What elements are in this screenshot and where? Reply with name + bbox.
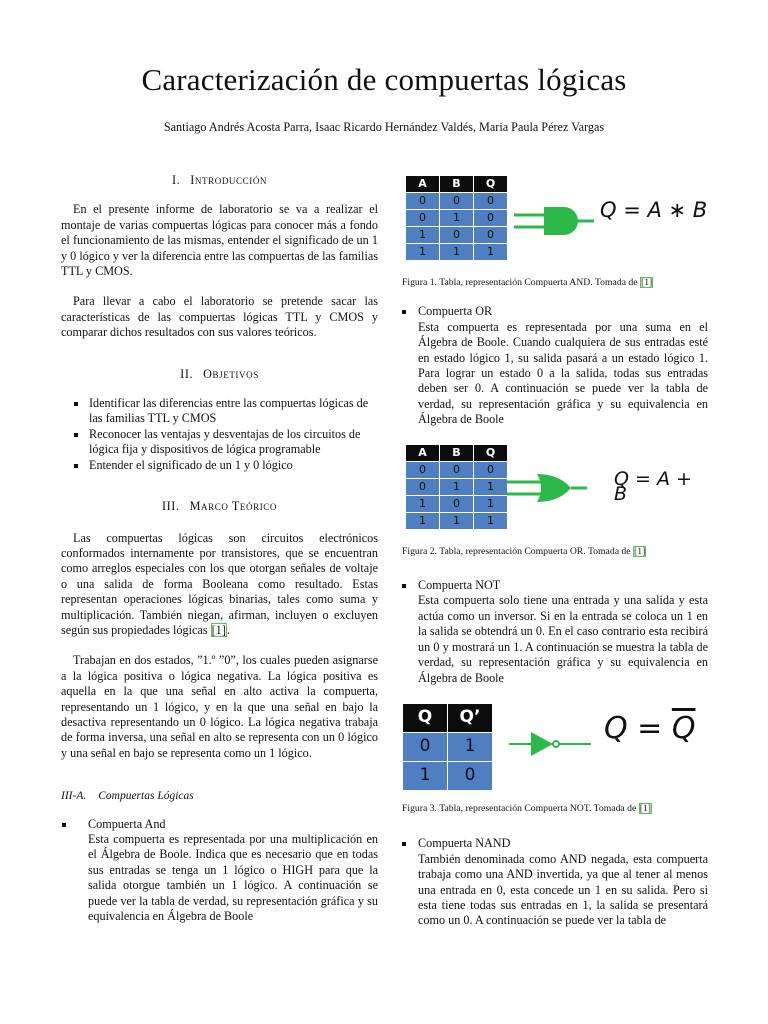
citation-link[interactable]: [1] (211, 622, 226, 637)
or-equation: Q = A + B (614, 467, 692, 506)
authors: Santiago Andrés Acosta Parra, Isaac Ricardo Hernández Valdés, Maria Paula Pérez Vargas (163, 120, 605, 134)
figure-1-caption: Figura 1. Tabla, representación Compuerta AND. Tomada de [1] (402, 277, 653, 288)
figure-and (402, 175, 708, 265)
list-item: Reconocer las ventajas y desventajas de los circuitos de lógica fija y dispositivos de lógica programable (89, 427, 378, 458)
intro-paragraph-2: Para llevar a cabo el laboratorio se pretende sacar las características de las compuertas lógicas TTL y CMOS y comparar dichos resultados con sus valores teóricos. (61, 294, 378, 340)
objectives-list (61, 396, 378, 473)
bullet-icon (402, 310, 406, 314)
figure-not (402, 703, 708, 789)
marco-paragraph-2: Trabajan en dos estados, ”1.º ”0”, los cuales pueden asignarse a la lógica positiva o lógica negativa. La lógica positiva es aquella en la que una señal en alto activa la compuerta, representando un 1 lógico, y en la que una señal en bajo la desactiva representando un 0 lógico. La lógica negativa trabaja de forma inversa, una señal en alto se representa con un 0 lógico y una señal en bajo se representa como un 1 lógico. (61, 653, 378, 760)
or-gate-icon (507, 470, 587, 506)
section-heading-intro: I. Introducción (171, 173, 268, 187)
not-gate-item (402, 578, 708, 686)
nand-gate-text: También denominada como AND negada, esta compuerta trabaja como una AND invertida, ya que al tener al menos una entrada en 0, esta concede un 1 en su salida. Pero si esta tiene todas sus entradas en 1, la salida se presentará como un 0. A continuación se puede ver la tabla de (418, 851, 708, 928)
and-gate-item (61, 817, 378, 925)
paper-title: Caracterización de compuertas lógicas (141, 62, 627, 97)
section-heading-objetivos: II. Objetivos (180, 366, 259, 381)
and-equation: Q = A ∗ B (600, 198, 708, 222)
and-gate-title: Compuerta And (88, 816, 166, 831)
bullet-icon (402, 584, 406, 588)
or-gate-text: Esta compuerta es representada por una suma en el Álgebra de Boole. Cuando cualquiera de sus entradas esté en estado lógico 1, su salida pasará a un estado lógico 1. Para lograr un estado 0 a la salida, todas sus entradas deben ser 0. A continuación se puede ver la tabla de verdad, su representación gráfica y su equivalencia en Álgebra de Boole (418, 319, 708, 427)
marco-paragraph-1: Las compuertas lógicas son circuitos electrónicos conformados internamente por transistores, que se encuentran como arreglos especiales con los que otorgan señales de voltaje o una salida de forma Booleana como resultado. Estas representan operaciones lógicas binarias, tales como suma y multiplicación. También niegan, afirman, incluyen o excluyen según sus propiedades lógicas [1]. (61, 530, 378, 637)
and-gate-text: Esta compuerta es representada por una multiplicación en el Álgebra de Boole. Indica que es necesario que en todas sus entradas se tenga un 1 lógico o HIGH para que la salida otorgue también un 1 lógico. A continuación se puede ver la tabla de verdad, su representación gráfica y su equivalencia en Álgebra de Boole (88, 832, 378, 924)
and-gate-icon (514, 203, 594, 239)
subsection-heading: III-A. Compuertas Lógicas (61, 790, 194, 803)
list-item: Identificar las diferencias entre las compuertas lógicas de las familias TTL y CMOS (89, 396, 378, 427)
left-column (61, 168, 378, 924)
right-column (402, 175, 708, 929)
bullet-icon (402, 842, 406, 846)
figure-2-caption: Figura 2. Tabla, representación Compuerta OR. Tomada de [1] (402, 545, 646, 557)
section-heading-marco: III. Marco Teórico (161, 499, 278, 514)
citation-link[interactable]: [1] (640, 277, 653, 288)
not-equation: $Q = \overline{Q}$ (604, 710, 696, 746)
nand-gate-title: Compuerta NAND (418, 836, 511, 851)
bullet-icon (62, 823, 66, 827)
figure-3-caption: Figura 3. Tabla, representación Compuerta NOT. Tomada de [1] (402, 802, 652, 814)
figure-or (402, 444, 708, 534)
not-gate-text: Esta compuerta solo tiene una entrada y una salida y esta actúa como un inversor. Si en la entrada se coloca un 1 en la salida se obtendrá un 0. En el caso contrario esta recibirá un 0 y mostrará un 1. A continuación se muestra la tabla de verdad, su representación gráfica y su equivalencia en Álgebra de Boole (418, 593, 708, 685)
or-gate-item (402, 304, 708, 427)
truth-table-not: Q Q’ 0 1 1 0 (402, 703, 493, 791)
intro-paragraph-1: En el presente informe de laboratorio se va a realizar el montaje de varias compuertas lógicas para conocer más a fondo el funcionamiento de las mismas, entender el significado de un 1 y 0 lógico y ver la diferencia entre las compuertas de las familias TTL y CMOS. (61, 202, 378, 279)
not-gate-icon (509, 729, 591, 759)
nand-gate-item (402, 836, 708, 928)
truth-table-and: A B Q 0 0 0 0 1 0 1 0 0 1 1 1 (405, 175, 508, 261)
truth-table-or: A B Q 0 0 0 0 1 1 1 0 1 1 1 1 (405, 444, 508, 530)
or-gate-title: Compuerta OR (418, 304, 493, 319)
citation-link[interactable]: [1] (639, 802, 652, 814)
list-item: Entender el significado de un 1 y 0 lógico (89, 458, 378, 473)
citation-link[interactable]: [1] (634, 545, 646, 557)
not-gate-title: Compuerta NOT (418, 578, 501, 593)
